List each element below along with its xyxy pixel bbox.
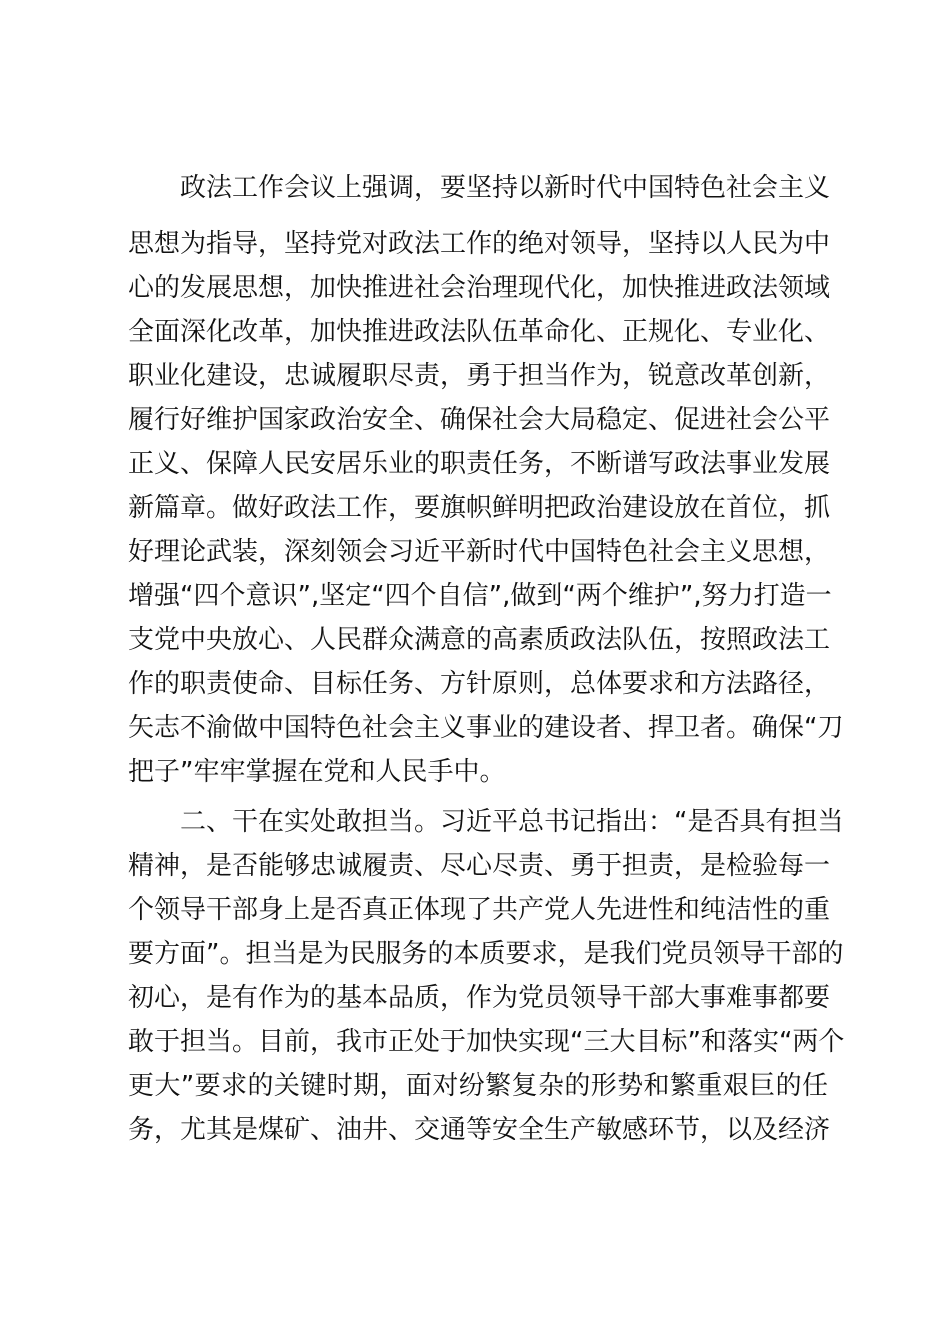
text-line: 增强“四个意识”,坚定“四个自信”,做到“两个维护”,努力打造一	[128, 581, 832, 611]
text-line: 要方面”。担当是为民服务的本质要求，是我们党员领导干部的	[128, 939, 844, 969]
text-line: 履行好维护国家政治安全、确保社会大局稳定、促进社会公平	[128, 405, 831, 435]
text-line: 支党中央放心、人民群众满意的高素质政法队伍，按照政法工	[128, 625, 831, 655]
text-line: 精神，是否能够忠诚履责、尽心尽责、勇于担责，是检验每一	[128, 851, 831, 881]
text-line: 个领导干部身上是否真正体现了共产党人先进性和纯洁性的重	[128, 895, 831, 925]
text-line: 更大”要求的关键时期，面对纷繁复杂的形势和繁重艰巨的任	[128, 1071, 828, 1101]
text-line: 职业化建设，忠诚履职尽责，勇于担当作为，锐意改革创新，	[128, 361, 831, 391]
text-line: 敢于担当。目前，我市正处于加快实现“三大目标”和落实“两个	[128, 1027, 845, 1057]
text-line: 政法工作会议上强调，要坚持以新时代中国特色社会主义	[180, 173, 831, 203]
text-line: 思想为指导，坚持党对政法工作的绝对领导，坚持以人民为中	[128, 229, 831, 259]
text-line: 务，尤其是煤矿、油井、交通等安全生产敏感环节，以及经济	[128, 1115, 831, 1145]
text-line: 把子”牢牢掌握在党和人民手中。	[128, 757, 506, 787]
text-line: 作的职责使命、目标任务、方针原则，总体要求和方法路径，	[128, 669, 831, 699]
text-line: 矢志不渝做中国特色社会主义事业的建设者、捍卫者。确保“刀	[128, 713, 844, 743]
text-line: 正义、保障人民安居乐业的职责任务，不断谱写政法事业发展	[128, 449, 831, 479]
text-line: 新篇章。做好政法工作，要旗帜鲜明把政治建设放在首位，抓	[128, 493, 831, 523]
text-line: 全面深化改革，加快推进政法队伍革命化、正规化、专业化、	[128, 317, 831, 347]
text-line: 初心，是有作为的基本品质，作为党员领导干部大事难事都要	[128, 983, 831, 1013]
text-line: 心的发展思想，加快推进社会治理现代化，加快推进政法领域	[128, 273, 831, 303]
text-line: 好理论武装，深刻领会习近平新时代中国特色社会主义思想，	[128, 537, 831, 567]
text-line: 二、干在实处敢担当。习近平总书记指出：“是否具有担当	[180, 807, 844, 837]
